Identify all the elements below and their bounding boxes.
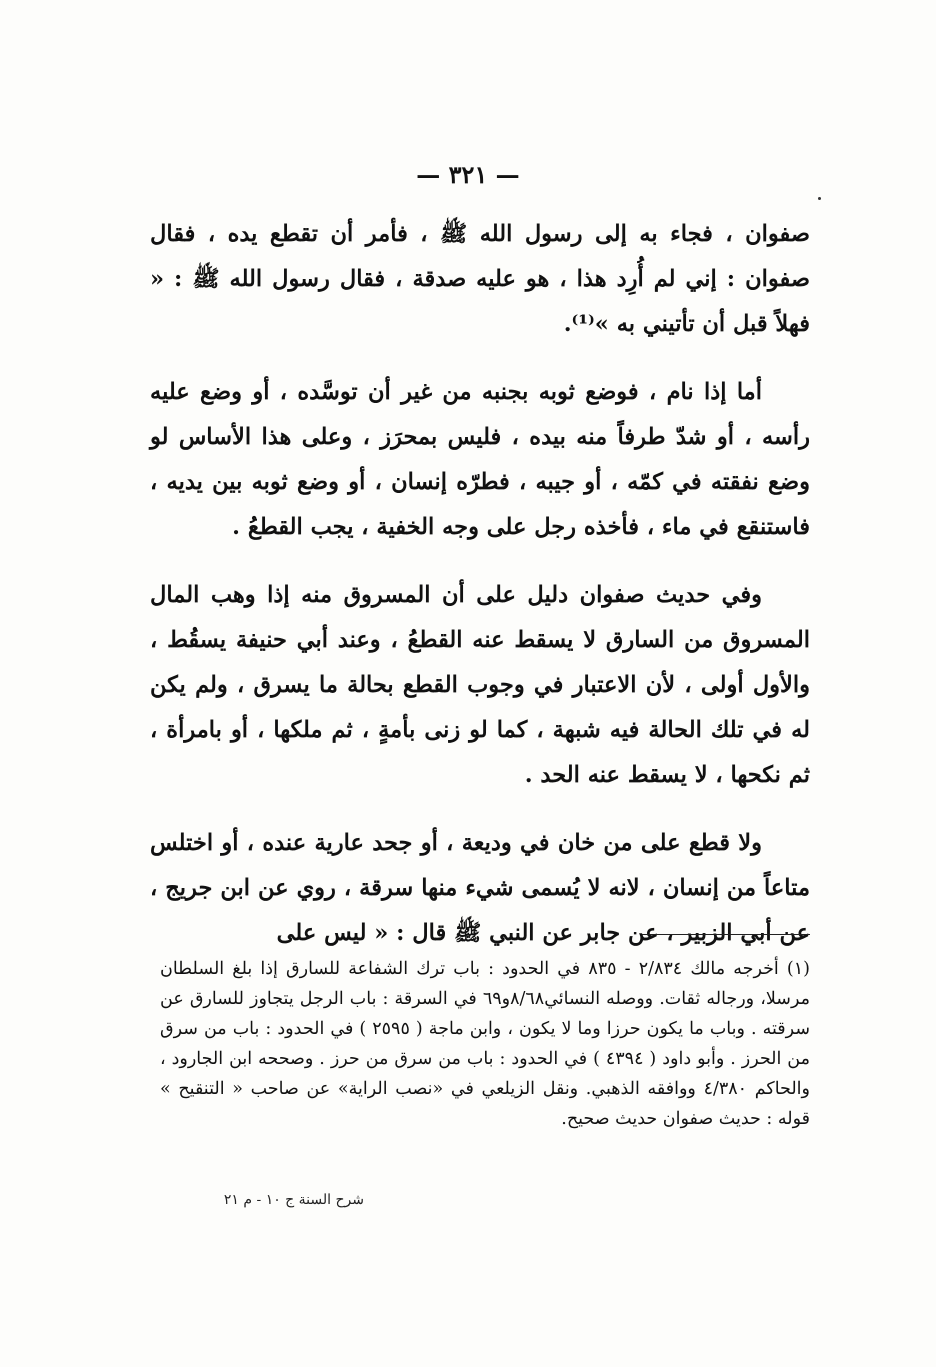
ink-speck: [818, 197, 821, 200]
paragraph-1: صفوان ، فجاء به إلى رسول الله ﷺ ، فأمر أن تقطع يده ، فقال صفوان : إني لم أُرِد هذا ، هو عليه صدقة ، فقال رسول الله ﷺ : « فهلاً قبل أن تأتيني به »⁽¹⁾.: [150, 221, 810, 337]
paragraph-4: ولا قطع على من خان في وديعة ، أو جحد عارية عنده ، أو اختلس متاعاً من إنسان ، لانه لا يُسمى شيء منها سرقة ، روي عن ابن جريج ، عن أبي الزبير ، عن جابر عن النبي ﷺ قال : « ليس على: [150, 830, 810, 946]
footnotes: [160, 954, 810, 1134]
footnote-divider: [642, 934, 810, 935]
main-text: [150, 212, 810, 956]
paragraph-2: أما إذا نام ، فوضع ثوبه بجنبه من غير أن توسَّده ، أو وضع عليه رأسه ، أو شدّ طرفاً منه بيده ، فليس بمحرَز ، وعلى هذا الأساس لو وضع نفقته في كمّه ، أو جيبه ، فطرّه إنسان ، أو وضع ثوبه بين يديه ، فاستنقع في ماء ، فأخذه رجل على وجه الخفية ، يجب القطعُ .: [150, 379, 810, 540]
paragraph-3: وفي حديث صفوان دليل على أن المسروق منه إذا وهب المال المسروق من السارق لا يسقط عنه القطعُ ، وعند أبي حنيفة يسقُط ، والأول أولى ، لأن الاعتبار في وجوب القطع بحالة ما يسرق ، ولم يكن له في تلك الحالة فيه شبهة ، كما لو زنى بأمةٍ ، ثم ملكها ، أو بامرأة ، ثم نكحها ، لا يسقط عنه الحد .: [150, 582, 810, 788]
page-number: — ٣٢١ —: [416, 160, 520, 189]
signature-mark: شرح السنة ج ١٠ - م ٢١: [223, 1192, 364, 1208]
footnote-1: (١) أخرجه مالك ٢/٨٣٤ - ٨٣٥ في الحدود : باب ترك الشفاعة للسارق إذا بلغ السلطان مرسلا، ورجاله ثقات. ووصله النسائي٨/٦٨و٦٩ في السرقة : باب الرجل يتجاوز للسارق عن سرقته . وباب ما يكون حرزا وما لا يكون ، وابن ماجة ( ٢٥٩٥ ) في الحدود : باب من سرق من الحرز . وأبو داود ( ٤٣٩٤ ) في الحدود : باب من سرق من حرز . وصححه ابن الجارود ، والحاكم ٤/٣٨٠ ووافقه الذهبي. ونقل الزيلعي في «نصب الراية» عن صاحب « التنقيح » قوله : حديث صفوان حديث صحيح.: [160, 959, 810, 1129]
